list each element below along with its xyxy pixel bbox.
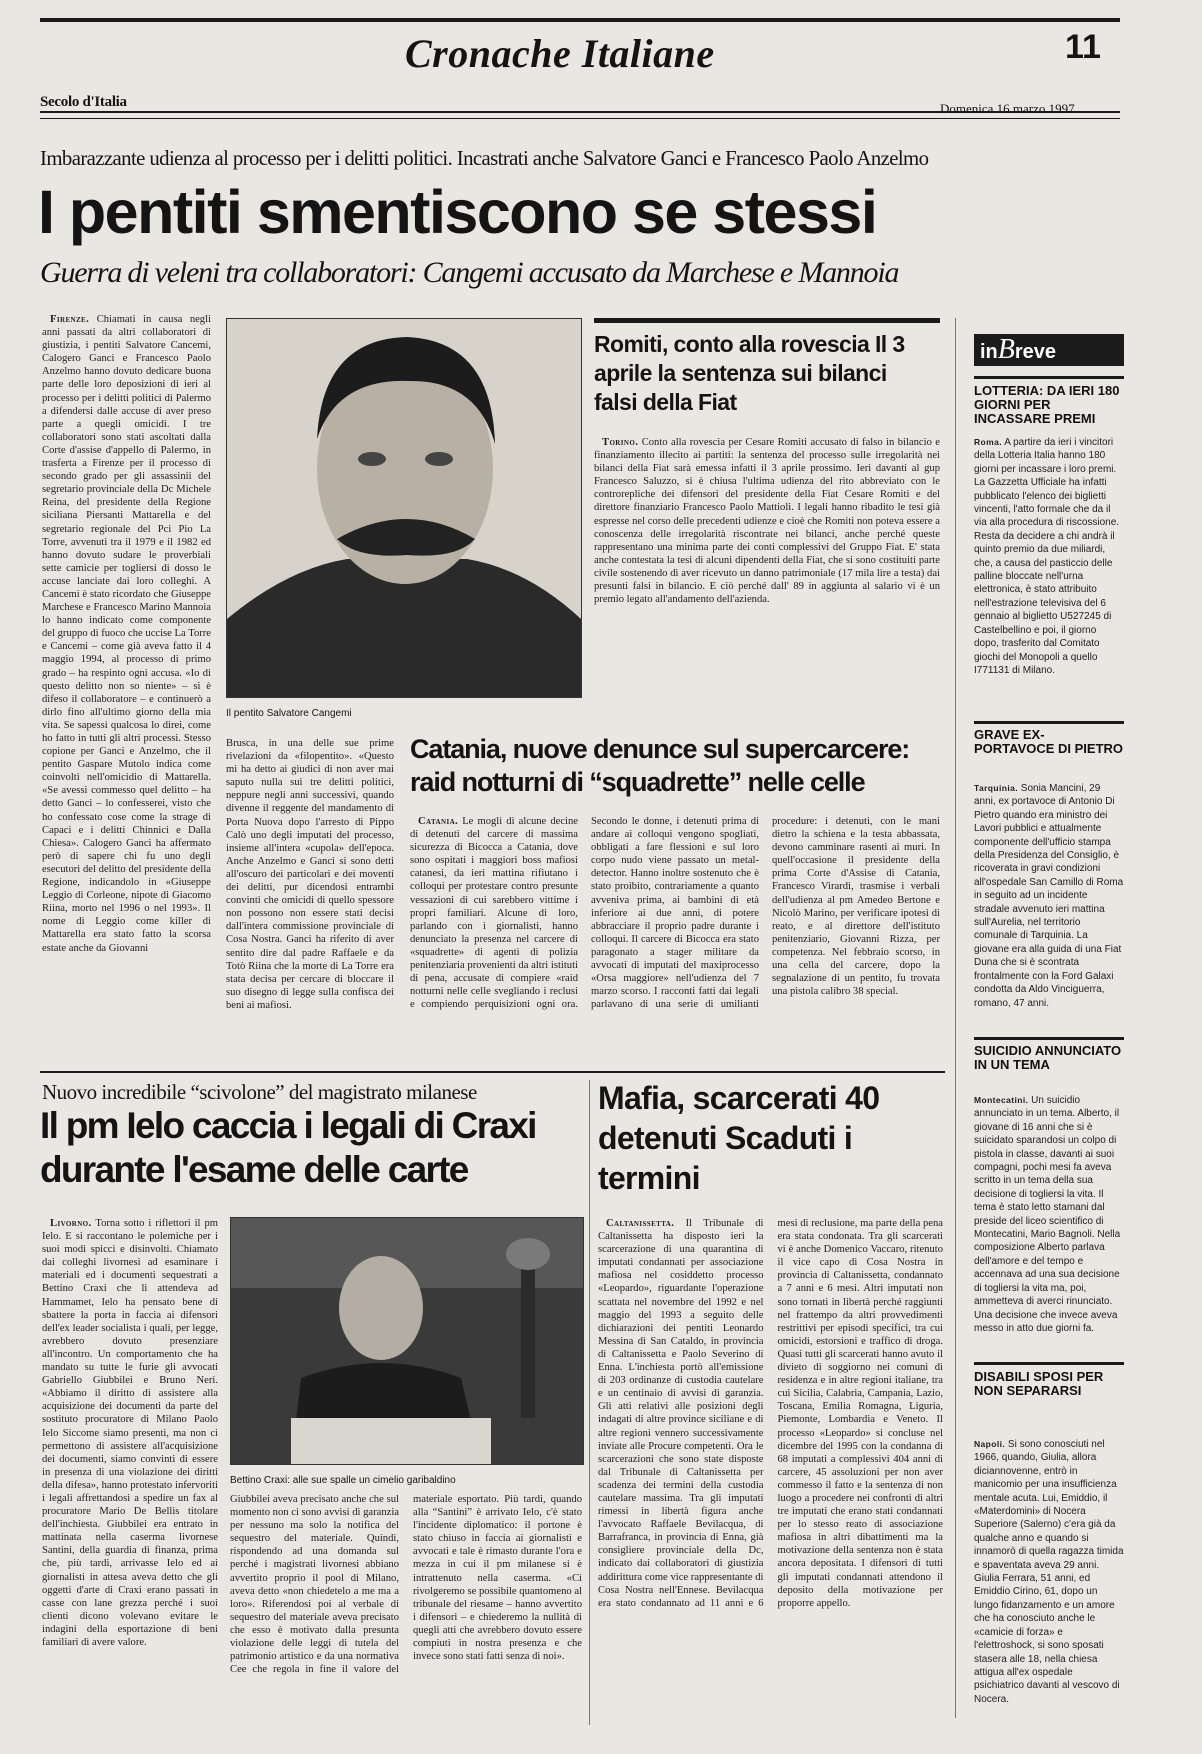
lead-body-left <box>42 313 211 1053</box>
mafia-dateline: Caltanissetta. <box>606 1218 675 1229</box>
sidebar-divider <box>955 318 956 1718</box>
middle-separator <box>40 1071 945 1073</box>
lead-subhead: Guerra di veleni tra collaboratori: Cangemi accusato da Marchese e Mannoia <box>40 256 899 289</box>
sidebar-item-dateline: Napoli. <box>974 1439 1006 1449</box>
fiat-top-rule <box>594 318 940 323</box>
lead-headline: I pentiti smentiscono se stessi <box>38 178 877 246</box>
portrait-image <box>227 319 581 697</box>
sidebar-item-title: LOTTERIA: DA IERI 180 GIORNI PER INCASSARE PREMI <box>974 383 1120 426</box>
in-breve-logo-in: in <box>980 341 998 363</box>
page-number: 11 <box>1065 28 1101 66</box>
lead-body-right <box>226 737 394 1051</box>
sidebar-item-dateline: Montecatini. <box>974 1095 1029 1105</box>
lead-kicker: Imbarazzante udienza al processo per i delitti politici. Incastrati anche Salvatore Ganci e Francesco Paolo Anzelmo <box>40 147 929 170</box>
mafia-headline: Mafia, scarcerati 40 detenuti Scaduti i termini <box>598 1080 880 1196</box>
lead-text-right: Brusca, in una delle sue prime rivelazioni da «filopentito». «Questo mi ha detto ai giudici di non aver mai saputo nulla sui tre delitti politici, neppure negli anni successivi, quando divenne il reggente del mandamento di Porta Nuova dopo l'arresto di Pippo Calò uno degli imputati del processo, insieme all'intera «cupola» dell'epoca. Anche Anzelmo e Ganci si sono detti all'oscuro dei particolari e dei moventi dei delitti, pur dicendosi entrambi convinti che omicidi di quello spessore non possono non essere stati decisi dall'intera commissione provinciale di Cosa Nostra. Ganci ha riferito di aver sentito dire dal padre Raffaele e da Totò Riina che la morte di La Torre era stata decisa per cercare di bloccare il suo disegno di legge sulla confisca dei beni ai mafiosi. <box>226 738 394 1011</box>
catania-body <box>410 815 940 1052</box>
masthead-top-rule <box>40 18 1120 22</box>
sidebar-rule-4 <box>974 1362 1124 1365</box>
craxi-body-top <box>42 1217 218 1727</box>
craxi-headline: Il pm Ielo caccia i legali di Craxi durante l'esame delle carte <box>40 1105 536 1190</box>
mafia-body <box>598 1217 943 1727</box>
cangemi-photo <box>226 318 582 698</box>
sidebar-item-body <box>974 1094 1124 1354</box>
publication-name: Secolo d'Italia <box>40 94 127 110</box>
craxi-image <box>231 1218 583 1464</box>
lead-dateline: Firenze. <box>50 314 90 325</box>
masthead-rule-2 <box>40 118 1120 119</box>
in-breve-logo <box>974 334 1124 366</box>
craxi-body-bottom <box>230 1493 582 1727</box>
sidebar-item-dateline: Roma. <box>974 437 1002 447</box>
masthead-title: Cronache Italiane <box>405 31 715 76</box>
sidebar-item-title: GRAVE EX-PORTAVOCE DI PIETRO <box>974 727 1124 756</box>
mafia-text: Il Tribunale di Caltanissetta ha disposto ieri la scarcerazione di una quarantina di imputati condannati per associazione mafiosa nel cosiddetto processo «Leopardo», riguardante l'operazione scattata nel novembre del 1992 e nel maggio del 1993 a seguito delle dichiarazioni dei pentiti Leonardo Messina di San Cataldo, in provincia di Caltanissetta e Paolo Severino di Enna. L'inchiesta portò all'emissione di 203 ordinanze di custodia cautelare e un centinaio di avvisi di garanzia. Gli atti relativi alle posizioni degli indagati di altre province siciliane e di altre regioni vennero successivamente inviate alle Procure competenti. Ora le scarcerazioni che sono state disposte dal Tribunale di Caltanissetta per scadenza dei termini della custodia cautelare massima. Tra gli imputati rimessi in libertà figura anche l'avvocato Raffaele Bevilacqua, di Barrafranca, in provincia di Enna, già consigliere provinciale della Dc, indicato dai collaboratori di giustizia addirittura come vice rappresentante di Cosa Nostra nell'Ennese. Bevilacqua era stato condannato ad 11 anni e 6 mesi di reclusione, ma parte della pena era stata condonata. Tra gli scarcerati vi è anche Domenico Vaccaro, ritenuto il vice capo di Cosa Nostra in provincia di Caltanissetta, condannato a 7 anni e 6 mesi. Altri imputati non sono tornati in libertà perché raggiunti nel frattempo da altri provvedimenti restrittivi per episodi specifici, tra cui omicidi, estorsioni e traffico di droga. Quasi tutti gli scarcerati hanno avuto il divieto di soggiorno nei comuni di residenza e in altre regioni italiane, tra cui Sicilia, Calabria, Campania, Lazio, Toscana, Emilia Romagna, Liguria, Piemonte, Lombardia e Veneto. Il processo «Leopardo» si concluse nel dicembre del 1995 con la condanna di 68 imputati a complessivi 404 anni di carcere, 45 assoluzioni per non aver commesso il fatto e la sentenza di non luogo a procedere nei confronti di altri tre imputati che erano stati condannati per lo stesso reato di associazione mafiosa in altri dibattimenti ma la motivazione della sentenza non è stata ancora depositata. I difensori di tutti gli imputati condannati attendono il deposito della motivazione per proporre appello. <box>598 1218 943 1609</box>
craxi-photo <box>230 1217 584 1465</box>
fiat-body <box>594 436 940 706</box>
sidebar-item-text: A partire da ieri i vincitori della Lotteria Italia hanno 180 giorni per incassare i loro premi. La Gazzetta Ufficiale ha infatti pubblicato l'elenco dei biglietti vincenti, l'atto formale che da il via alla procedura di riscossione. Resta da decidere a chi andrà il quinto premio da due miliardi, che, a causa del pasticcio delle palline bloccate nell'urna elettronica, è stato attribuito nell'estrazione televisiva del 6 gennaio al biglietto U527245 di Castelbellino e poi, il giorno dopo, trasferito dal Comitato giochi del Monopoli a quello I771131 di Milano. <box>974 437 1120 676</box>
fiat-text: Conto alla rovescia per Cesare Romiti accusato di falso in bilancio e finanziamento illecito ai partiti: la sentenza del processo sulle irregolarità nei bilanci della Fiat sarà emessa infatti il 3 aprile prossimo. Ieri davanti al gup Francesco Saluzzo, si è chiusa l'ultima udienza del rito abbreviato con le controrepliche dei difensori del presidente della Fiat Cesare Romiti e del direttore finanziario Francesco Paolo Mattioli. I legali hanno ribadito le tesi già espresse nel corso delle precedenti udienze e cioè che Romiti non poteva essere a conoscenza delle irregolarità riscontrate nei bilanci, anche perché queste rappresentano una minima parte dei conti complessivi del Gruppo Fiat. E' stata anche contestata la tesi di alcuni dipendenti della Fiat, che si sono costituiti parte civile sostenendo di aver ricevuto un danno patrimoniale (17 mila lire a testa) dai presunti falsi in bilancio. E ciò perché dall' 89 in aggiunta al salario vi è un premio legato all'andamento dell'azienda. <box>594 437 940 606</box>
sidebar-item-text: Si sono conosciuti nel 1966, quando, Giulia, allora diciannovenne, entrò in manicomio per una insufficienza mentale acuta. Lui, Emiddio, il «Materdomini» di Nocera Superiore (Salerno) c'era già da qualche anno e quando si innamorò di quella ragazza timida e spaventata aveva 29 anni. Giulia Ferrara, 51 anni, ed Emiddio Cirino, 61, dopo un lungo fidanzamento e un amore che ha conosciuto anche le «camicie di forza» e l'elettroshock, si sono sposati stasera alle 18, nella chiesa attigua all'ex ospedale psichiatrico davanti al vescovo di Nocera. <box>974 1439 1124 1705</box>
sidebar-item-body <box>974 436 1124 709</box>
sidebar-item-title: DISABILI SPOSI PER NON SEPARARSI <box>974 1369 1104 1398</box>
sidebar-rule-1 <box>974 376 1124 379</box>
catania-text: Le mogli di alcune decine di detenuti del carcere di massima sicurezza di Bicocca a Catania, dove sono ospitati i maggiori boss mafiosi catanesi, da ieri mattina rifiutano i colloqui per protestare contro presunte vessazioni di cui sarebbero vittime i propri familiari. Alcune di loro, parlando con i giornalisti, hanno denunciato la presenza nel carcere di «squadrette» di agenti di polizia penitenziaria provenienti da altri istituti di pena, accusate di compiere «raid notturni nelle celle svegliando i reclusi e compiendo perquisizioni ogni ora. Secondo le donne, i detenuti prima di andare ai colloqui vengono spogliati, obbligati a fare flessioni e sul loro corpo nudo viene passato un metal-detector. Hanno inoltre sostenuto che è stato proibito, contrariamente a quanto avveniva prima, ai bambini di età inferiore ai due anni, di potere abbracciare il proprio padre durante i colloqui. Il carcere di Bicocca era stato paragonato a stager militare da avvocati di imputati del maxiprocesso «Orsa maggiore» nell'udienza del 7 marzo scorso. I racconti fatti dai legali parlavano di una serie di umilianti procedure: i detenuti, con le mani dietro la schiena e la testa abbassata, devono camminare rasenti ai muri. In quell'occasione il presidente della prima Corte d'Assise di Catania, Francesco Virardi, trasmise i verbali dell'udienza al pm Amedeo Bertone e Nicolò Marino, per verificare ipotesi di reato, e al direttore dell'istituto penitenziario, Giovanni Rizza, per competenza. Nel febbraio scorso, in una cella del carcere, dopo la segnalazione di un pentito, fu trovata una pistola calibro 38 special. <box>410 816 940 1011</box>
in-breve-logo-b: B <box>997 334 1015 365</box>
issue-date: Domenica 16 marzo 1997 <box>940 101 1075 116</box>
craxi-kicker: Nuovo incredibile “scivolone” del magistrato milanese <box>42 1080 477 1104</box>
cangemi-caption: Il pentito Salvatore Cangemi <box>226 708 352 719</box>
sidebar-rule-2 <box>974 721 1124 724</box>
sidebar-item-title: SUICIDIO ANNUNCIATO IN UN TEMA <box>974 1043 1122 1072</box>
craxi-dateline: Livorno. <box>50 1218 92 1229</box>
sidebar-item-text: Sonia Mancini, 29 anni, ex portavoce di Antonio Di Pietro quando era ministro dei Lavori pubblici e attualmente componente dell'ufficio stampa della Presidenza del Consiglio, è ricoverata in gravi condizioni all'ospedale San Camillo di Roma in seguito ad un incidente stradale avvenuto ieri mattina sull'Aurelia, nel territorio comunale di Tarquinia. La giovane era alla guida di una Fiat Duna che si è scontrata frontalmente con la Ford Galaxi condotta da Aldo Vinciguerra, romano, 47 anni. <box>974 783 1124 1009</box>
sidebar-item-body <box>974 1438 1124 1728</box>
fiat-headline: Romiti, conto alla rovescia Il 3 aprile la sentenza sui bilanci falsi della Fiat <box>594 331 905 415</box>
catania-headline: Catania, nuove denunce sul supercarcere: raid notturni di “squadrette” nelle celle <box>410 734 910 797</box>
sidebar-rule-3 <box>974 1037 1124 1040</box>
catania-dateline: Catania. <box>418 816 459 827</box>
craxi-text-bottom: Giubbilei aveva precisato anche che sul momento non ci sono avvisi di garanzia per nessuno ma solo la notifica del sequestro del materiale. Quindi, rispondendo ad una domanda sul perché i magistrati livornesi abbiano avvertito proprio il pool di Milano, aveva detto «non chiedetelo a me ma a loro». Riferendosi poi al verbale di sequestro del materiale aveva precisato che esso è motivato dalla presunta violazione delle leggi di tutela del patrimonio artistico e da una normativa Cee che regola in fine il valore del materiale esportato. Più tardi, quando alla “Santini” è arrivato Ielo, c'è stato l'incidente diplomatico: il portone è stato chiuso in faccia ai giornalisti e avvocati e tale è rimasto durante l'ora e mezza in cui il pm milanese si è intrattenuto nella caserma. «Ci rivolgeremo se possibile quantomeno al tribunale del riesame – hanno avvertito i difensori – e chiederemo la nullità di quegli atti che avrebbero dovuto essere compiuti in nostra presenza e che invece sono stati fatti senza di noi». <box>230 1494 582 1676</box>
in-breve-logo-rest: reve <box>1014 341 1057 363</box>
mafia-left-rule <box>589 1080 590 1725</box>
lead-text-left: Chiamati in causa negli anni passati da altri collaboratori di giustizia, i pentiti Salvatore Cancemi, Calogero Ganci e Francesco Paolo Anzelmo hanno dovuto dedicare buona parte delle loro deposizioni di ieri al processo per i delitti politici di Palermo a difendersi dalle accuse di aver preso parte a quegli omicidi. I tre collaboratori sono stati ascoltati dalla Corte d'assise d'appello di Palermo, in trasferta a Firenze per il processo di secondo grado per gli assassinii del segretario provinciale della Dc Michele Reina, del presidente della Regione siciliana Piersanti Mattarella e del segretario regionale del Pci Pio La Torre, avvenuti tra il 1979 e il 1982 ed hanno dovuto sudare le proverbiali sette camicie per togliersi di dosso le accuse lanciate dai loro colleghi. A Cancemi è stato ricordato che Giuseppe Marchese e Francesco Marino Mannoia lo hanno indicato come componente del gruppo di fuoco che uccise La Torre e Cancemi – come già aveva fatto il 4 maggio 1994, al processo di primo grado – ha respinto ogni accusa. «Io di questo delitto non so niente» – si è difeso il collaboratore – e continuerò a dirlo fino all'ultimo giorno della mia vita. Se sapessi qualcosa lo direi, come ho fatto in tutti gli altri processi. Stesso copione per Ganci e Anzelmo, che il pentito Gaspare Mutolo indica come coinvolti nell'omicidio di Mattarella. «Se avessi commesso quel delitto – ha detto Ganci – lo confesserei, visto che ho confessato cose come la strage di Capaci e i delitti Chinnici e Dalla Chiesa». Calogero Ganci ha affermato però di sapere chi fu uno degli esecutori del delitto del presidente della Regione, indicandolo in «Giuseppe Leggio di Corleone, nipote di Giacomo Riina, morto nel 1996 o nel 1993». Il nome di Leggio come killer di Mattarella era stato fatto la scorsa estate anche da Giovanni <box>42 314 211 954</box>
sidebar-item-body <box>974 782 1124 1026</box>
fiat-dateline: Torino. <box>602 437 639 448</box>
craxi-text-top: Torna sotto i riflettori il pm Ielo. E si raccontano le polemiche per i suoi modi spicci e disinvolti. Chiamato dai colleghi livornesi ad esaminare i materiali ed i documenti sequestrati a Bettino Craxi che li attendeva ad Hammamet, Ielo ha pensato bene di sbattere la porta in faccia ai difensori dell'ex leader socialista i quali, per legge, avrebbero dovuto presenziare all'incontro. Un comportamento che ha mandato su tutte le furie gli avvocati Gabriello Giubbilei e Bruno Neri. «Abbiamo il diritto di assistere alla acquisizione dei documenti da parte del sostituto procuratore di Milano Paolo Ielo Siccome siamo presenti, ma non ci permettono di assistere all'acquisizione dei documenti, siamo convinti di essere in presenza di una violazione dei diritti della difesa», hanno protestato infervoriti i legali affrettandosi a spedire un fax al procuratore Mario De Bellis titolare dell'inchiesta. Giubbilei era entrato in mattinata nella caserma livornese Santini, della guardia di finanza, prima che, più tardi, arrivasse Ielo ed ai giornalisti in attesa aveva detto che gli oggetti d'arte di Craxi erano passati in casse con lane grezza perché i suoi clienti dicono volevano evitare le indagini della esportazione di beni familiari di avere valore. <box>42 1218 218 1648</box>
sidebar-item-text: Un suicidio annunciato in un tema. Alberto, il giovane di 16 anni che si è suicidato sparandosi un colpo di pistola in classe, davanti ai suoi compagni, pochi mesi fa aveva scritto in un tema della sua decisione di togliersi la vita. Il tema è stato letto stamani dal preside del liceo scientifico di Montecatini, Mario Bagnoli. Nella composizione Alberto parlava dell'amore e del tempo e accennava ad una sua decisione di togliersi la vita ma, poi, ammetteva di averci rinunciato. Una decisione che invece aveva messo in atto due giorni fa. <box>974 1095 1121 1334</box>
sidebar-item-dateline: Tarquinia. <box>974 783 1018 793</box>
craxi-caption: Bettino Craxi: alle sue spalle un cimelio garibaldino <box>230 1475 456 1486</box>
